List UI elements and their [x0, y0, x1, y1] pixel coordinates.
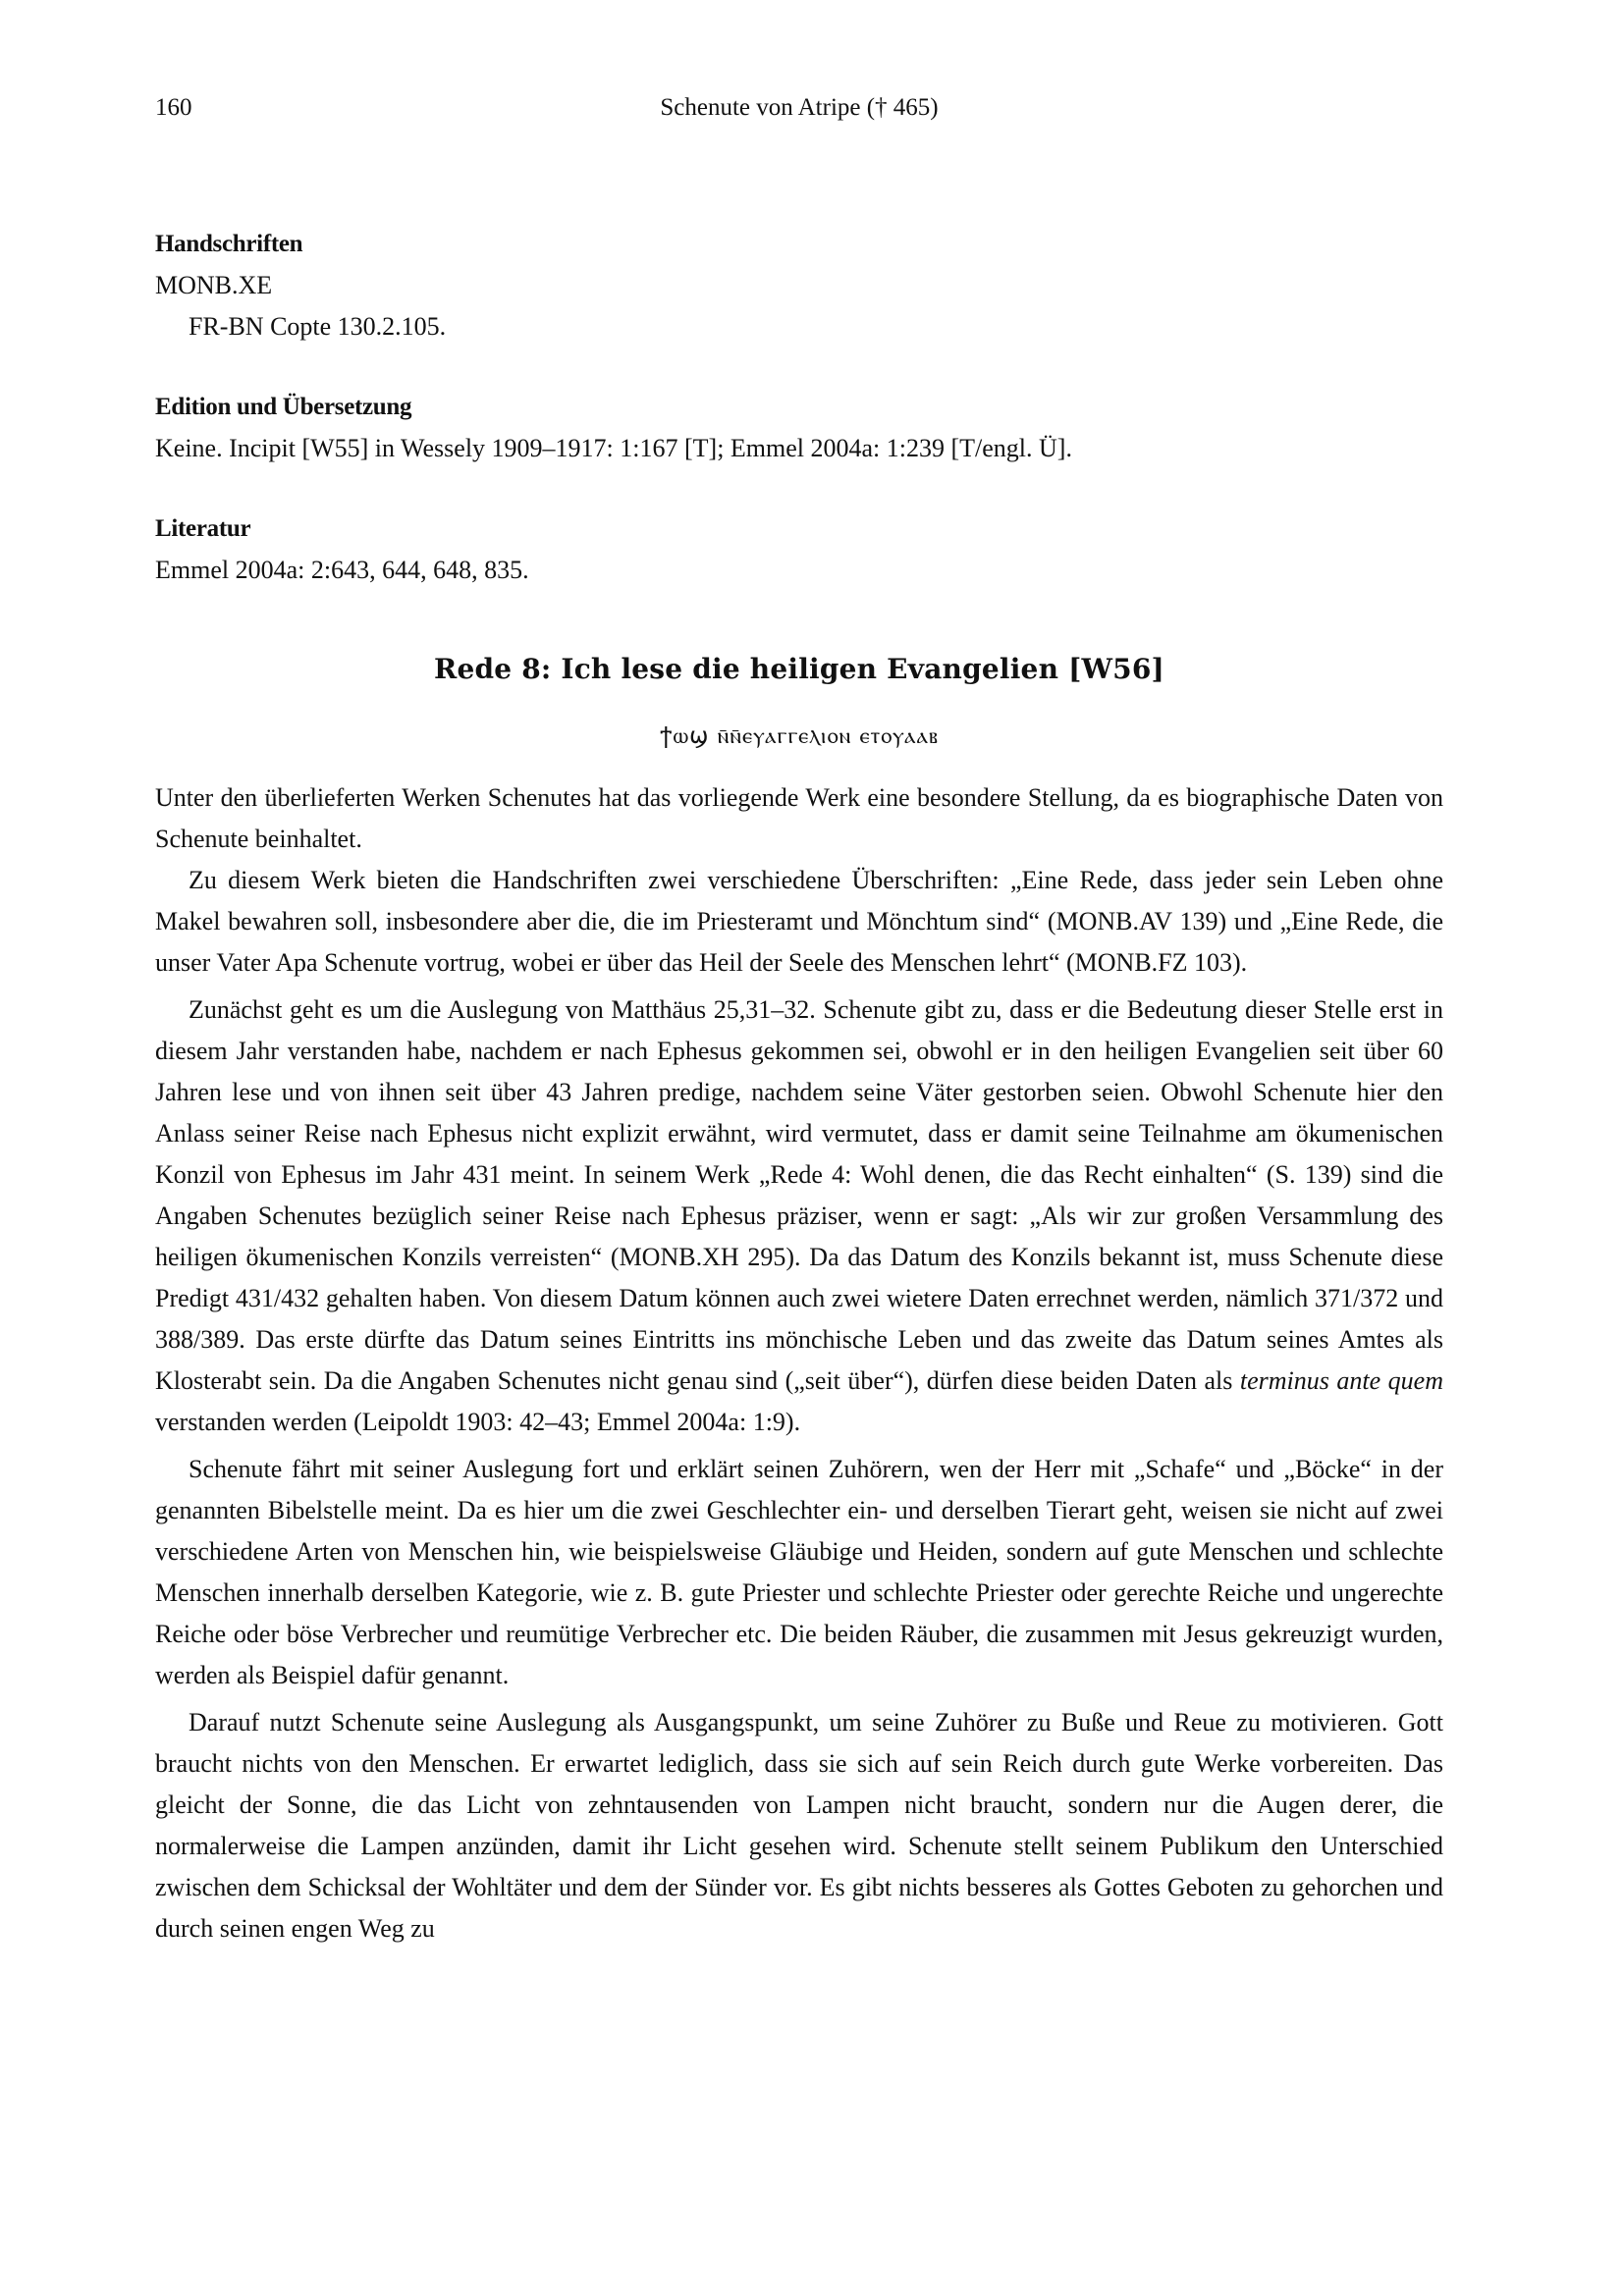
running-head	[155, 88, 1443, 128]
page-number: 160	[155, 94, 192, 121]
paragraph: Darauf nutzt Schenute seine Auslegung als Ausgangspunkt, um seine Zuhörer zu Buße und Reue zu motivieren. Gott braucht nichts von den Menschen. Er erwartet lediglich, dass sie sich auf sein Reich durch gute Werke vorbereiten. Das gleicht der Sonne, die das Licht von zehntausenden von Lampen nicht braucht, sondern nur die Augen derer, die normalerweise die Lampen anzünden, damit ihr Licht gesehen wird. Schenute stellt seinem Publikum den Unterschied zwischen dem Schicksal der Wohltäter und dem der Sünder vor. Es gibt nichts besseres als Gottes Geboten zu gehorchen und durch seinen engen Weg zu	[155, 1708, 1443, 1943]
rede-title: Rede 8: Ich lese die heiligen Evangelien [W56]	[434, 653, 1164, 685]
manuscript-entry: FR-BN Copte 130.2.105.	[189, 312, 447, 341]
paragraph: Unter den überlieferten Werken Schenutes hat das vorliegende Werk eine besondere Stellung, da es biographische Daten von Schenute beinhaltet.	[155, 783, 1443, 853]
section-handschriften	[155, 224, 1443, 347]
section-literatur	[155, 508, 1443, 591]
body-text	[155, 777, 1443, 1949]
paragraph: Zu diesem Werk bieten die Handschriften zwei verschiedene Überschriften: „Eine Rede, dass jeder sein Leben ohne Makel bewahren soll, insbesondere aber die, die im Priesteramt und Mönchtum sind“ (MONB.AV 139) und „Eine Rede, die unser Vater Apa Schenute vortrug, wobei er über das Heil der Seele des Menschen lehrt“ (MONB.FZ 103).	[155, 866, 1443, 977]
paragraph: Schenute fährt mit seiner Auslegung fort und erklärt seinen Zuhörern, wen der Herr mit „Schafe“ und „Böcke“ in der genannten Bibelstelle meint. Da es hier um die zwei Geschlechter ein- und derselben Tierart geht, weisen sie nicht auf zwei verschiedene Arten von Menschen hin, wie beispielsweise Gläubige und Heiden, sondern auf gute Menschen und schlechte Menschen innerhalb derselben Kategorie, wie z. B. gute Priester und schlechte Priester oder gerechte Reiche und ungerechte Reiche oder böse Verbrecher und reumütige Verbrecher etc. Die beiden Räuber, die zusammen mit Jesus gekreuzigt wurden, werden als Beispiel dafür genannt.	[155, 1455, 1443, 1689]
section-heading-edition: Edition und Übersetzung	[155, 394, 412, 420]
paragraph	[155, 989, 1443, 1443]
running-title: Schenute von Atripe († 465)	[660, 94, 939, 121]
section-heading-literatur: Literatur	[155, 515, 251, 542]
manuscript-entry: MONB.XE	[155, 271, 273, 299]
paragraph-text: verstanden werden (Leipoldt 1903: 42–43; Emmel 2004a: 1:9).	[155, 1408, 801, 1436]
literatur-text: Emmel 2004a: 2:643, 644, 648, 835.	[155, 556, 529, 584]
latin-term: terminus ante quem	[1239, 1366, 1443, 1395]
edition-text: Keine. Incipit [W55] in Wessely 1909–1917: 1:167 [T]; Emmel 2004a: 1:239 [T/engl. Ü].	[155, 434, 1072, 462]
book-page	[155, 88, 1443, 1949]
coptic-title: ϯⲱϣ ⲛ̄ⲛ̄ⲉⲩⲁⲅⲅⲉⲗⲓⲟⲛ ⲉⲧⲟⲩⲁⲁⲃ	[660, 723, 939, 749]
section-edition	[155, 387, 1443, 469]
paragraph-text: Zunächst geht es um die Auslegung von Matthäus 25,31–32. Schenute gibt zu, dass er die Bedeutung dieser Stelle erst in diesem Jahr verstanden habe, nachdem er nach Ephesus gekommen sei, obwohl er in den heiligen Evangelien seit über 60 Jahren lese und von ihnen seit über 43 Jahren predige, nachdem seine Väter gestorben seien. Obwohl Schenute hier den Anlass seiner Reise nach Ephesus nicht explizit erwähnt, wird vermutet, dass er damit seine Teilnahme am ökumenischen Konzil von Ephesus im Jahr 431 meint. In seinem Werk „Rede 4: Wohl denen, die das Recht einhalten“ (S. 139) sind die Angaben Schenutes bezüglich seiner Reise nach Ephesus präziser, wenn er sagt: „Als wir zur großen Versammlung des heiligen ökumenischen Konzils verreisten“ (MONB.XH 295). Da das Datum des Konzils bekannt ist, muss Schenute diese Predigt 431/432 gehalten haben. Von diesem Datum können auch zwei wietere Daten errechnet werden, nämlich 371/372 und 388/389. Das erste dürfte das Datum seines Eintritts ins mönchische Leben und das zweite das Datum seines Amtes als Klosterabt sein. Da die Angaben Schenutes nicht genau sind („seit über“), dürfen diese beiden Daten als	[155, 995, 1443, 1395]
section-heading-handschriften: Handschriften	[155, 231, 303, 257]
